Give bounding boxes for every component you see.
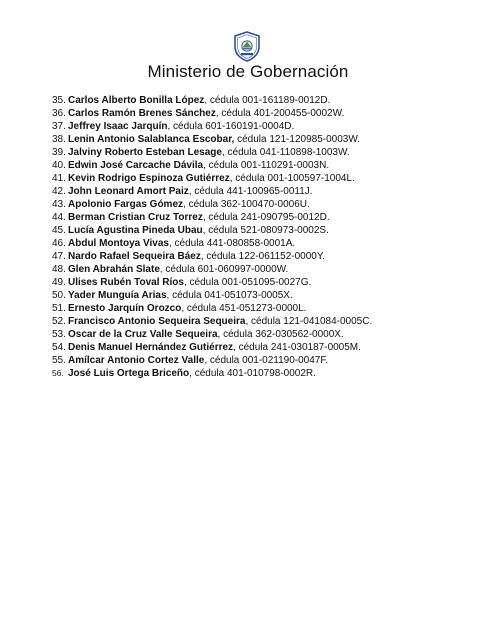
cedula-text: , cédula 241-030187-0005M. [233, 342, 361, 353]
list-item [52, 172, 472, 185]
person-name: Edwin José Carcache Dávila [68, 160, 204, 171]
person-name: Denis Manuel Hernández Gutiérrez [68, 342, 234, 353]
list-item [52, 198, 472, 211]
item-number: 39. [52, 147, 66, 158]
cedula-text: , cédula 241-090795-0012D. [202, 212, 330, 223]
list-item [52, 302, 472, 315]
item-number: 56. [52, 368, 64, 378]
cedula-text: , cédula 362-100470-0006U. [183, 199, 310, 210]
person-name: Lenin Antonio Salablanca Escobar, [68, 134, 235, 145]
item-number: 51. [52, 303, 66, 314]
list-item [52, 211, 472, 224]
cedula-text: , cédula 601-160191-0004D. [167, 121, 295, 132]
list-item [52, 276, 472, 289]
cedula-text: , cédula 122-061152-0000Y. [200, 251, 326, 262]
person-name: Carlos Alberto Bonilla López [68, 95, 205, 106]
cedula-text: , cédula 041-110898-1003W. [221, 147, 350, 158]
item-number: 40. [52, 160, 66, 171]
item-number: 52. [52, 316, 66, 327]
person-name: Abdul Montoya Vivas [68, 238, 169, 249]
cedula-text: , cédula 001-051095-0027G. [183, 277, 312, 288]
cedula-text: , cédula 401-200455-0002W. [215, 108, 345, 119]
list-item [52, 133, 472, 146]
cedula-text: , cédula 362-030562-0000X. [217, 329, 344, 340]
person-name: Oscar de la Cruz Valle Sequeira [68, 329, 218, 340]
item-number: 49. [52, 277, 66, 288]
item-number: 45. [52, 225, 66, 236]
person-name: John Leonard Amort Paiz [68, 186, 189, 197]
item-number: 36. [52, 108, 66, 119]
page-title: Ministerio de Gobernación [147, 62, 349, 81]
cedula-text: cédula 121-120985-0003W. [234, 134, 360, 145]
person-name: Ulises Rubén Toval Ríos [68, 277, 184, 288]
list-item [52, 159, 472, 172]
person-name: Jalviny Roberto Esteban Lesage [68, 147, 222, 158]
list-item [52, 120, 472, 133]
cedula-text: , cédula 001-021190-0047F. [204, 355, 329, 366]
person-name: Apolonio Fargas Gómez [68, 199, 184, 210]
item-number: 37. [52, 121, 66, 132]
list-item [52, 341, 472, 354]
list-item [52, 224, 472, 237]
list-item [52, 94, 472, 107]
item-number: 50. [52, 290, 66, 301]
person-name: Ernesto Jarquín Orozco [68, 303, 182, 314]
names-list [52, 94, 472, 380]
cedula-text: , cédula 001-100597-1004L. [229, 173, 355, 184]
person-name: Glen Abrahán Slate [68, 264, 160, 275]
person-name: Berman Cristian Cruz Torrez [68, 212, 203, 223]
person-name: Amílcar Antonio Cortez Valle [68, 355, 205, 366]
list-item [52, 146, 472, 159]
list-item [52, 107, 472, 120]
person-name: Kevin Rodrigo Espinoza Gutiérrez [68, 173, 230, 184]
item-number: 43. [52, 199, 66, 210]
cedula-text: , cédula 401-010798-0002R. [189, 368, 316, 379]
list-item [52, 237, 472, 250]
person-name: Jeffrey Isaac Jarquín [68, 121, 168, 132]
list-item [52, 354, 472, 367]
list-item [52, 185, 472, 198]
list-item [52, 289, 472, 302]
item-number: 53. [52, 329, 66, 340]
list-item [52, 250, 472, 263]
cedula-text: , cédula 441-080858-0001A. [168, 238, 296, 249]
item-number: 38. [52, 134, 66, 145]
cedula-text: , cédula 001-110291-0003N. [203, 160, 330, 171]
cedula-text: , cédula 121-041084-0005C. [245, 316, 373, 327]
item-number: 48. [52, 264, 66, 275]
item-number: 55. [52, 355, 66, 366]
person-name: José Luis Ortega Briceño [68, 368, 190, 379]
cedula-text: , cédula 441-100965-0011J. [188, 186, 313, 197]
item-number: 47. [52, 251, 66, 262]
person-name: Francisco Antonio Sequeira Sequeira [68, 316, 246, 327]
list-item [52, 328, 472, 341]
list-item [52, 263, 472, 276]
coat-of-arms-icon [232, 30, 262, 62]
person-name: Carlos Ramón Brenes Sánchez [68, 108, 216, 119]
list-item [52, 315, 472, 328]
person-name: Yader Munguía Arias [68, 290, 167, 301]
cedula-text: , cédula 521-080973-0002S. [202, 225, 329, 236]
item-number: 42. [52, 186, 66, 197]
item-number: 54. [52, 342, 66, 353]
person-name: Lucía Agustina Pineda Ubau [68, 225, 203, 236]
cedula-text: , cédula 001-161189-0012D. [204, 95, 331, 106]
cedula-text: , cédula 451-051273-0000L. [181, 303, 307, 314]
item-number: 46. [52, 238, 66, 249]
item-number: 41. [52, 173, 66, 184]
cedula-text: , cédula 041-051073-0005X. [166, 290, 293, 301]
person-name: Nardo Rafael Sequeira Báez [68, 251, 201, 262]
list-item [52, 367, 472, 380]
item-number: 44. [52, 212, 66, 223]
item-number: 35. [52, 95, 66, 106]
cedula-text: , cédula 601-060997-0000W. [159, 264, 289, 275]
